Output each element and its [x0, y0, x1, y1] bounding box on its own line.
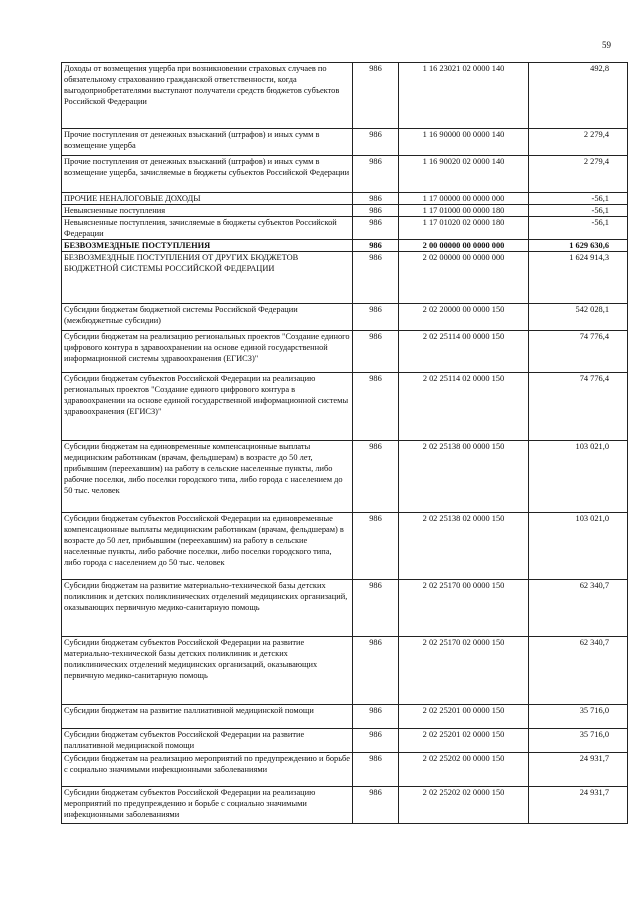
row-kbk-code-cell: 1 17 01020 02 0000 180 — [399, 217, 529, 240]
row-amount-cell: 492,8 — [529, 63, 628, 129]
row-kbk-code-cell: 2 02 25170 00 0000 150 — [399, 580, 529, 637]
row-kbk-code-cell: 1 17 00000 00 0000 000 — [399, 193, 529, 205]
row-name-cell: Доходы от возмещения ущерба при возникновении страховых случаев по обязательному страхованию гражданской ответственности, когда выгодоприобретателями выступают получатели средств бюджетов субъектов Российской Федерации — [62, 63, 353, 129]
table-row — [62, 729, 628, 753]
revenue-table — [61, 62, 628, 824]
table-row — [62, 787, 628, 824]
row-name-cell: Субсидии бюджетам бюджетной системы Российской Федерации (межбюджетные субсидии) — [62, 304, 353, 331]
row-admin-code-cell: 986 — [353, 729, 399, 753]
table-row — [62, 193, 628, 205]
row-name-cell: Субсидии бюджетам субъектов Российской Федерации на реализацию региональных проектов "Создание единого цифрового контура в здравоохранении на основе единой государственной информационной системы здравоохранения (ЕГИСЗ)" — [62, 373, 353, 441]
row-amount-cell: 2 279,4 — [529, 156, 628, 193]
row-admin-code-cell: 986 — [353, 205, 399, 217]
row-kbk-code-cell: 2 02 20000 00 0000 150 — [399, 304, 529, 331]
table-row — [62, 205, 628, 217]
row-admin-code-cell: 986 — [353, 705, 399, 729]
row-name-cell: Невыясненные поступления, зачисляемые в бюджеты субъектов Российской Федерации — [62, 217, 353, 240]
row-admin-code-cell: 986 — [353, 193, 399, 205]
row-admin-code-cell: 986 — [353, 129, 399, 156]
row-name-cell: Субсидии бюджетам на единовременные компенсационные выплаты медицинским работникам (врачам, фельдшерам) в возрасте до 50 лет, прибывшим (переехавшим) на работу в сельские населенные пункты, либо рабочие поселки, либо поселки городского типа, либо города с населением до 50 тыс. человек — [62, 441, 353, 513]
table-row — [62, 705, 628, 729]
table-row — [62, 580, 628, 637]
row-amount-cell: 103 021,0 — [529, 513, 628, 580]
row-kbk-code-cell: 2 02 25138 00 0000 150 — [399, 441, 529, 513]
row-amount-cell: 35 716,0 — [529, 705, 628, 729]
row-admin-code-cell: 986 — [353, 156, 399, 193]
row-kbk-code-cell: 2 02 25202 02 0000 150 — [399, 787, 529, 824]
row-kbk-code-cell: 2 02 25201 02 0000 150 — [399, 729, 529, 753]
row-amount-cell: 24 931,7 — [529, 787, 628, 824]
row-amount-cell: 62 340,7 — [529, 580, 628, 637]
table-row — [62, 637, 628, 705]
row-admin-code-cell: 986 — [353, 240, 399, 252]
row-amount-cell: 103 021,0 — [529, 441, 628, 513]
row-amount-cell: 74 776,4 — [529, 331, 628, 373]
row-admin-code-cell: 986 — [353, 252, 399, 304]
page-number: 59 — [602, 40, 611, 50]
table-row — [62, 156, 628, 193]
row-amount-cell: 1 624 914,3 — [529, 252, 628, 304]
row-kbk-code-cell: 2 02 25201 00 0000 150 — [399, 705, 529, 729]
row-amount-cell: -56,1 — [529, 205, 628, 217]
row-admin-code-cell: 986 — [353, 787, 399, 824]
table-row — [62, 304, 628, 331]
row-kbk-code-cell: 2 02 25114 00 0000 150 — [399, 331, 529, 373]
table-row — [62, 513, 628, 580]
table-row — [62, 129, 628, 156]
row-kbk-code-cell: 2 02 25170 02 0000 150 — [399, 637, 529, 705]
row-kbk-code-cell: 2 02 25114 02 0000 150 — [399, 373, 529, 441]
row-admin-code-cell: 986 — [353, 637, 399, 705]
row-name-cell: Невыясненные поступления — [62, 205, 353, 217]
row-name-cell: Прочие поступления от денежных взысканий (штрафов) и иных сумм в возмещение ущерба — [62, 129, 353, 156]
row-admin-code-cell: 986 — [353, 217, 399, 240]
row-name-cell: Субсидии бюджетам на реализацию мероприятий по предупреждению и борьбе с социально значимыми инфекционными заболеваниями — [62, 753, 353, 787]
table-row — [62, 63, 628, 129]
row-name-cell: Субсидии бюджетам субъектов Российской Федерации на единовременные компенсационные выплаты медицинским работникам (врачам, фельдшерам) в возрасте до 50 лет, прибывшим (переехавшим) на работу в сельские населенные пункты, либо рабочие поселки, либо поселки городского типа, либо города с населением до 50 тыс. человек — [62, 513, 353, 580]
row-kbk-code-cell: 2 00 00000 00 0000 000 — [399, 240, 529, 252]
row-amount-cell: -56,1 — [529, 217, 628, 240]
row-amount-cell: 1 629 630,6 — [529, 240, 628, 252]
row-amount-cell: 62 340,7 — [529, 637, 628, 705]
table-row — [62, 331, 628, 373]
row-amount-cell: 2 279,4 — [529, 129, 628, 156]
row-admin-code-cell: 986 — [353, 441, 399, 513]
row-kbk-code-cell: 2 02 00000 00 0000 000 — [399, 252, 529, 304]
table-row — [62, 373, 628, 441]
table-body — [62, 63, 628, 824]
table-row — [62, 753, 628, 787]
row-name-cell: Субсидии бюджетам субъектов Российской Федерации на развитие материально-технической базы детских поликлиник и детских поликлинических отделений медицинских организаций, оказывающих первичную медико-санитарную помощь — [62, 637, 353, 705]
row-admin-code-cell: 986 — [353, 63, 399, 129]
table-row — [62, 217, 628, 240]
row-name-cell: Прочие поступления от денежных взысканий (штрафов) и иных сумм в возмещение ущерба, зачисляемые в бюджеты субъектов Российской Федерации — [62, 156, 353, 193]
row-admin-code-cell: 986 — [353, 304, 399, 331]
row-amount-cell: 74 776,4 — [529, 373, 628, 441]
row-name-cell: Субсидии бюджетам на реализацию региональных проектов "Создание единого цифрового контура в здравоохранении на основе единой государственной информационной системы здравоохранения (ЕГИСЗ)" — [62, 331, 353, 373]
row-amount-cell: 24 931,7 — [529, 753, 628, 787]
row-amount-cell: -56,1 — [529, 193, 628, 205]
table-row — [62, 240, 628, 252]
table-row — [62, 252, 628, 304]
table-row — [62, 441, 628, 513]
row-kbk-code-cell: 1 16 90000 00 0000 140 — [399, 129, 529, 156]
row-kbk-code-cell: 2 02 25202 00 0000 150 — [399, 753, 529, 787]
row-admin-code-cell: 986 — [353, 331, 399, 373]
row-admin-code-cell: 986 — [353, 373, 399, 441]
row-name-cell: БЕЗВОЗМЕЗДНЫЕ ПОСТУПЛЕНИЯ ОТ ДРУГИХ БЮДЖЕТОВ БЮДЖЕТНОЙ СИСТЕМЫ РОССИЙСКОЙ ФЕДЕРАЦИИ — [62, 252, 353, 304]
row-kbk-code-cell: 1 16 90020 02 0000 140 — [399, 156, 529, 193]
row-amount-cell: 35 716,0 — [529, 729, 628, 753]
row-name-cell: Субсидии бюджетам субъектов Российской Федерации на реализацию мероприятий по предупреждению и борьбе с социально значимыми инфекционными заболеваниями — [62, 787, 353, 824]
row-amount-cell: 542 028,1 — [529, 304, 628, 331]
row-name-cell: Субсидии бюджетам на развитие материально-технической базы детских поликлиник и детских поликлинических отделений медицинских организаций, оказывающих первичную медико-санитарную помощь — [62, 580, 353, 637]
row-kbk-code-cell: 1 16 23021 02 0000 140 — [399, 63, 529, 129]
row-kbk-code-cell: 1 17 01000 00 0000 180 — [399, 205, 529, 217]
row-admin-code-cell: 986 — [353, 580, 399, 637]
row-name-cell: Субсидии бюджетам на развитие паллиативной медицинской помощи — [62, 705, 353, 729]
row-admin-code-cell: 986 — [353, 753, 399, 787]
row-name-cell: БЕЗВОЗМЕЗДНЫЕ ПОСТУПЛЕНИЯ — [62, 240, 353, 252]
row-kbk-code-cell: 2 02 25138 02 0000 150 — [399, 513, 529, 580]
row-name-cell: ПРОЧИЕ НЕНАЛОГОВЫЕ ДОХОДЫ — [62, 193, 353, 205]
row-admin-code-cell: 986 — [353, 513, 399, 580]
row-name-cell: Субсидии бюджетам субъектов Российской Федерации на развитие паллиативной медицинской помощи — [62, 729, 353, 753]
